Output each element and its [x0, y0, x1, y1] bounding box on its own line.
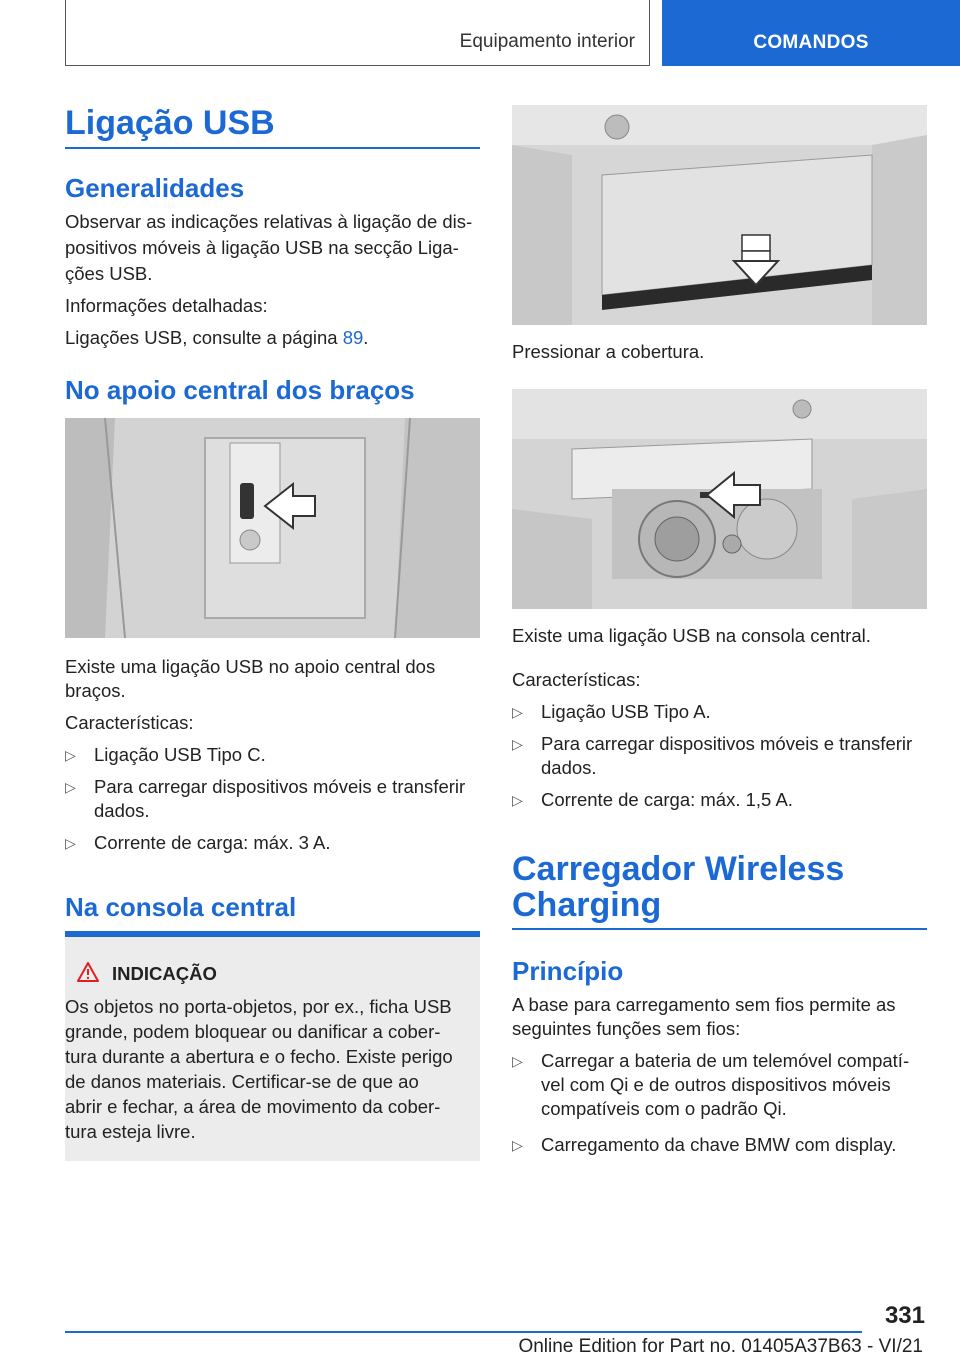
note-line-4: de danos materiais. Certificar-se de que ao	[65, 1071, 419, 1092]
list-item	[512, 1133, 927, 1157]
armrest-heading: No apoio central dos braços	[65, 375, 415, 405]
principle-heading: Princípio	[512, 956, 624, 986]
bullet-icon: ▷	[512, 792, 523, 808]
footer-rule	[65, 1331, 862, 1333]
note-line-5: abrir e fechar, a área de movimento da cober-	[65, 1096, 441, 1117]
generalidades-line-3: ções USB.	[65, 263, 153, 284]
bullet-icon: ▷	[65, 835, 76, 851]
note-line-3: tura durante a abertura e o fecho. Existe perigo	[65, 1046, 453, 1067]
note-line-1: Os objetos no porta-objetos, por ex., ficha USB	[65, 996, 452, 1017]
note-title: INDICAÇÃO	[112, 963, 217, 984]
page-title: Ligação USB	[65, 104, 275, 142]
generalidades-line-1: Observar as indicações relativas à ligação de dis-	[65, 211, 473, 232]
list-item	[512, 700, 927, 724]
wireless-title-line-2: Charging	[512, 886, 662, 924]
title-rule	[65, 147, 480, 149]
bullet-text: Para carregar dispositivos móveis e transferir	[541, 733, 913, 754]
list-item	[512, 732, 927, 780]
bullet-icon: ▷	[512, 704, 523, 720]
note-line-2: grande, podem bloquear ou danificar a cober-	[65, 1021, 441, 1042]
bullet-text: Carregamento da chave BMW com display.	[541, 1134, 897, 1155]
generalidades-line-2: positivos móveis à ligação USB na secção Liga-	[65, 237, 459, 258]
bullet-text: Para carregar dispositivos móveis e transferir	[94, 776, 466, 797]
page-number: 331	[884, 1302, 925, 1329]
bullet-icon: ▷	[512, 1053, 523, 1069]
bullet-icon: ▷	[65, 779, 76, 795]
generalidades-heading: Generalidades	[65, 173, 245, 203]
bullet-text: dados.	[541, 757, 597, 778]
generalidades-reference	[65, 326, 368, 350]
wireless-title-line-1: Carregador Wireless	[512, 850, 845, 888]
console-heading: Na consola central	[65, 892, 297, 922]
cover-press-photo	[512, 105, 927, 325]
console-usb-photo	[512, 389, 927, 609]
armrest-features-label: Características:	[65, 712, 194, 733]
list-item	[512, 1049, 927, 1121]
console-features-label: Características:	[512, 669, 641, 690]
footer-edition: Online Edition for Part no. 01405A37B63 - VI/21	[518, 1336, 923, 1357]
reference-text: Ligações USB, consulte a página	[65, 327, 343, 348]
console-caption: Existe uma ligação USB na consola central.	[512, 625, 871, 646]
note-line-6: tura esteja livre.	[65, 1121, 196, 1142]
armrest-caption-line-2: braços.	[65, 680, 126, 701]
wireless-rule	[512, 928, 927, 930]
reference-suffix: .	[363, 327, 369, 348]
list-item	[65, 743, 480, 767]
armrest-caption-line-1: Existe uma ligação USB no apoio central dos	[65, 656, 436, 677]
cover-caption: Pressionar a cobertura.	[512, 341, 705, 362]
bullet-text: compatíveis com o padrão Qi.	[541, 1098, 787, 1119]
bullet-icon: ▷	[512, 736, 523, 752]
warning-note-box	[65, 931, 480, 1161]
header-chapter-label: COMANDOS	[753, 32, 869, 53]
armrest-usb-photo	[65, 418, 480, 638]
header-chapter-tab[interactable]	[662, 0, 960, 66]
header-section-title: Equipamento interior	[459, 31, 635, 52]
generalidades-info: Informações detalhadas:	[65, 295, 268, 316]
bullet-text: Corrente de carga: máx. 1,5 A.	[541, 789, 793, 810]
bullet-text: Ligação USB Tipo C.	[94, 744, 266, 765]
list-item	[512, 788, 927, 812]
list-item	[65, 775, 480, 823]
warning-triangle-icon	[76, 961, 100, 983]
bullet-icon: ▷	[65, 747, 76, 763]
header-section-box	[65, 0, 650, 66]
bullet-text: Carregar a bateria de um telemóvel compatí-	[541, 1050, 910, 1071]
bullet-text: Ligação USB Tipo A.	[541, 701, 711, 722]
principle-line-1: A base para carregamento sem fios permite as	[512, 994, 896, 1015]
bullet-icon: ▷	[512, 1137, 523, 1153]
bullet-text: vel com Qi e de outros dispositivos móveis	[541, 1074, 891, 1095]
principle-line-2: seguintes funções sem fios:	[512, 1018, 741, 1039]
page-reference-link[interactable]: 89	[342, 327, 364, 348]
bullet-text: dados.	[94, 800, 150, 821]
list-item	[65, 831, 480, 855]
bullet-text: Corrente de carga: máx. 3 A.	[94, 832, 331, 853]
